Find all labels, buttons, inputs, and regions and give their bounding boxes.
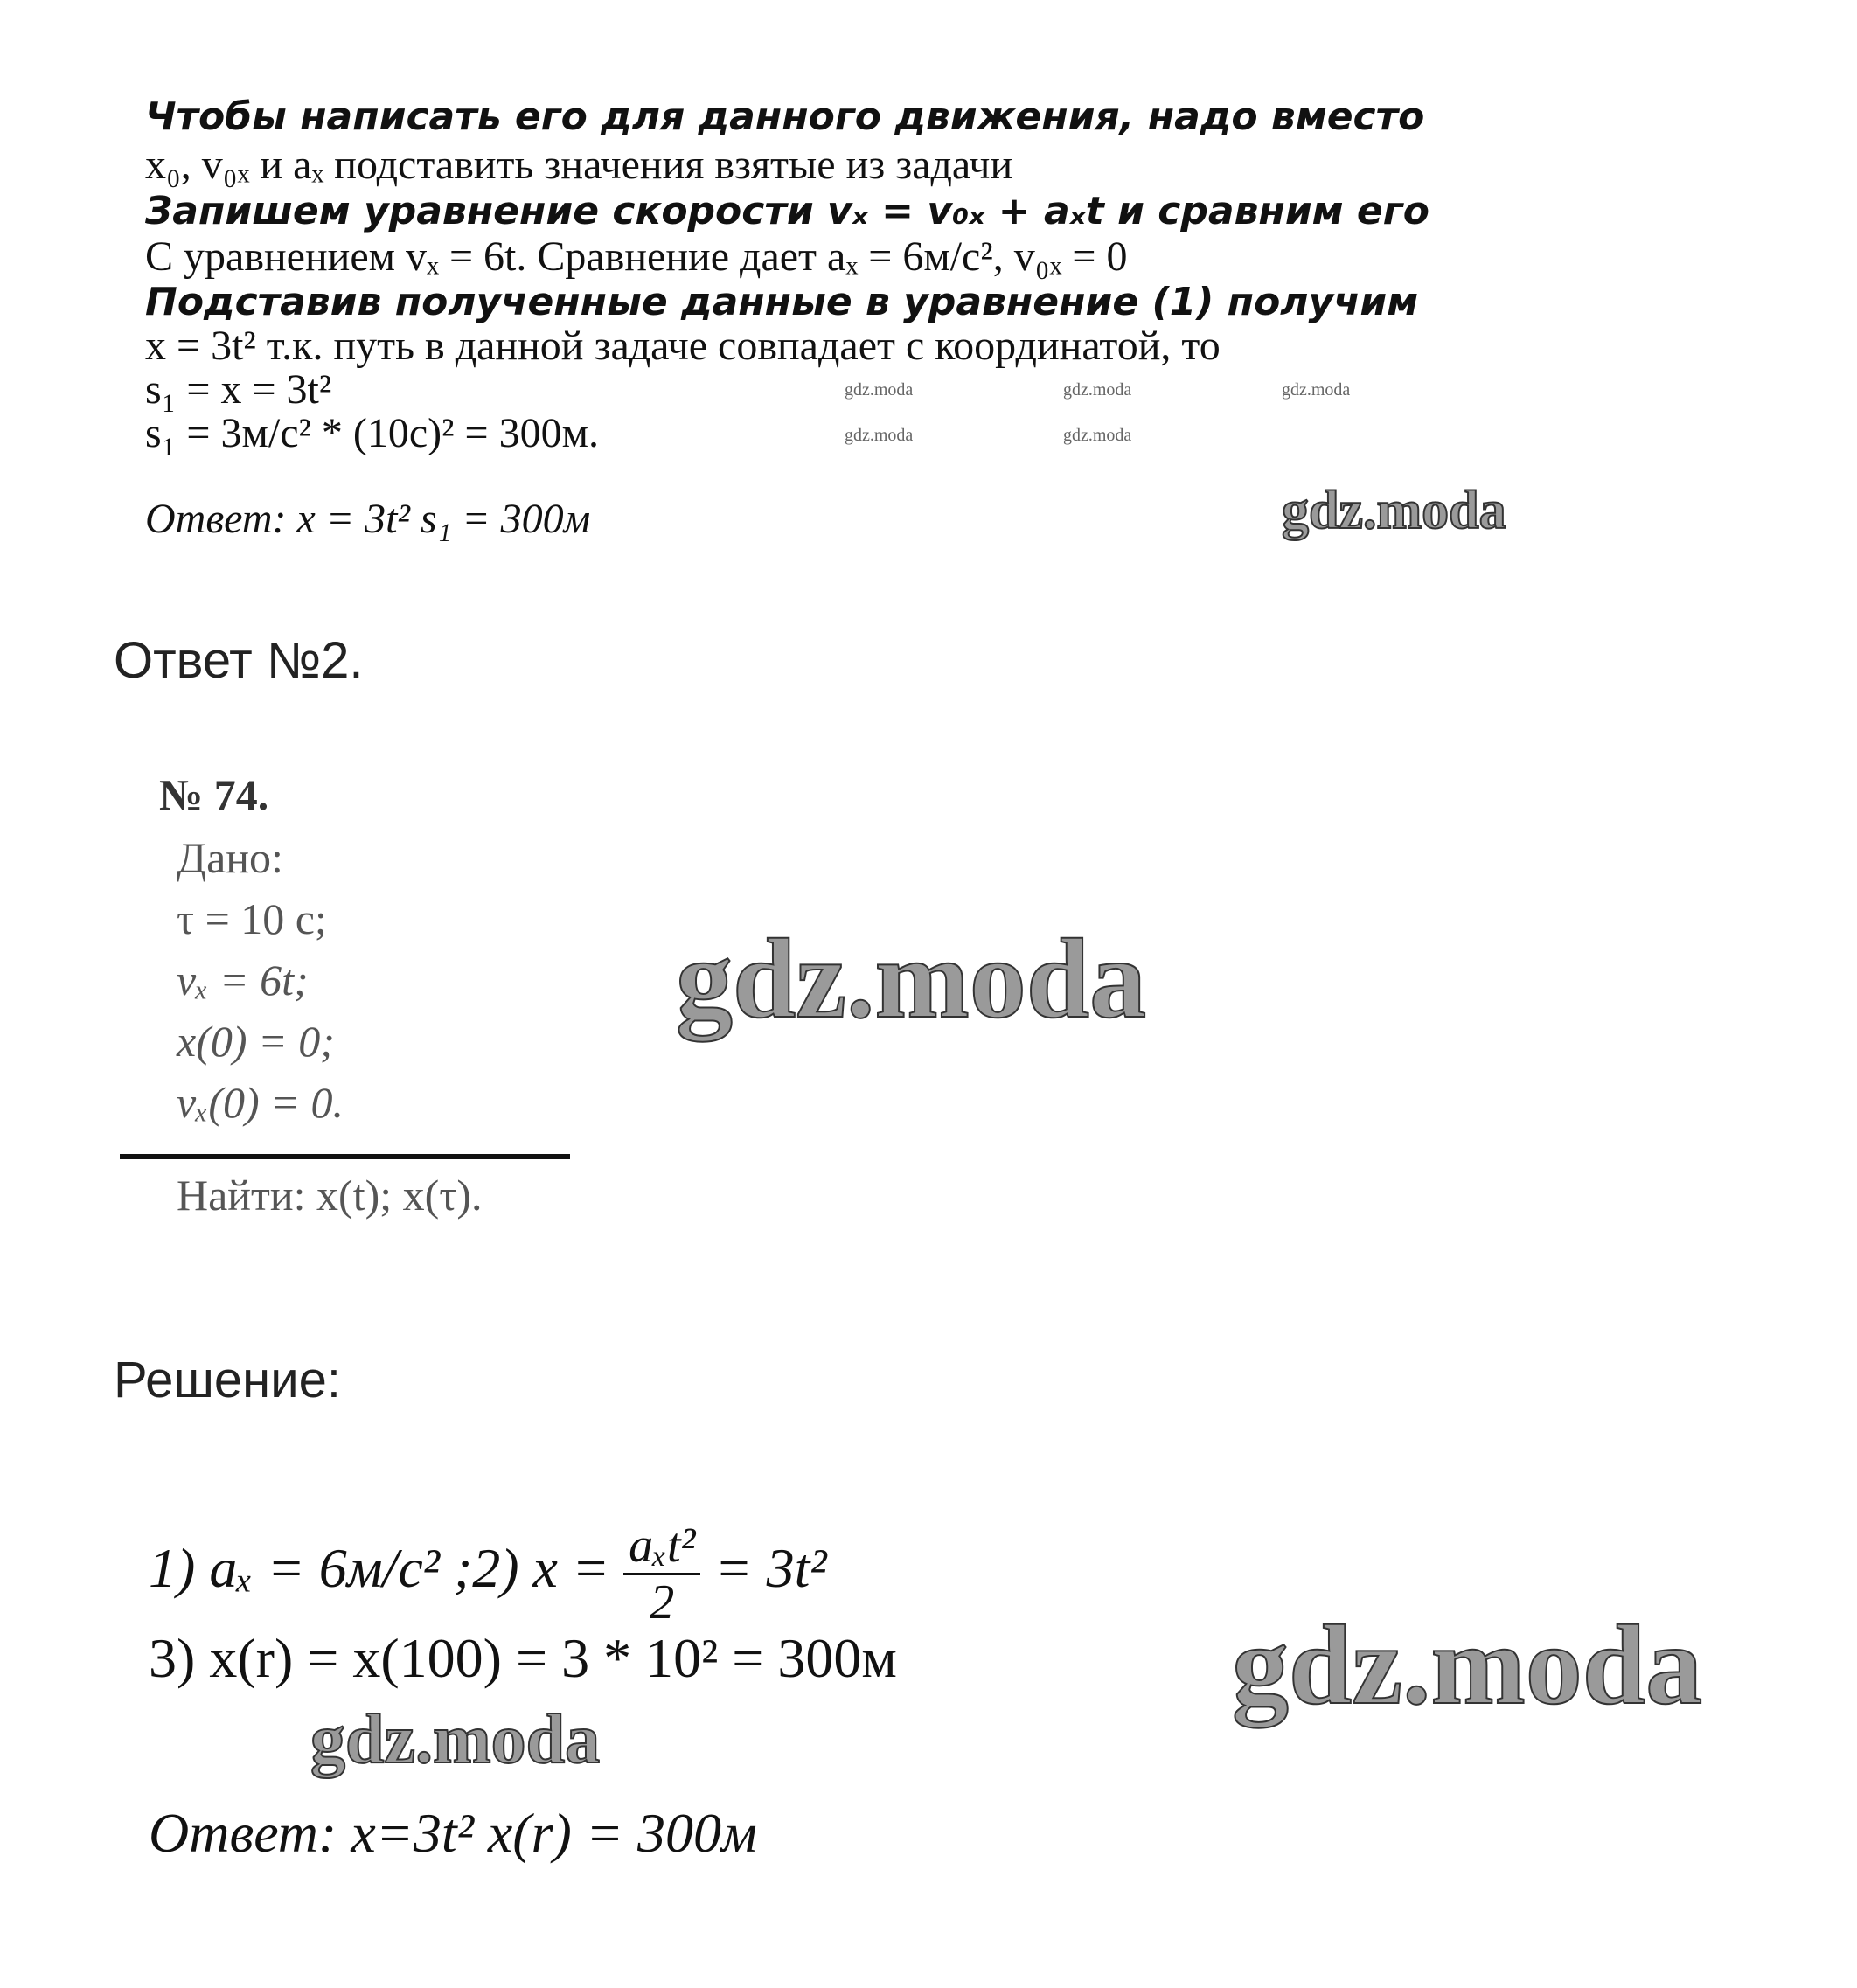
watermark: gdz.moda [676,916,1147,1042]
solution-line: s₁ = 3м/с² * (10с)² = 300м. [145,410,599,456]
watermark-small: gdz.moda [1063,380,1132,400]
given-item: τ = 10 с; [177,894,327,943]
solution-line: x₀, v₀ₓ и aₓ подставить значения взятые из задачи [145,142,1013,188]
fraction: $\frac{\text{aₓt²}}{2}$ [623,1519,700,1630]
problem-scan-image [120,770,574,1233]
answer-heading: Ответ №2. [114,632,364,689]
watermark-small: gdz.moda [845,380,914,400]
divider-line [120,1154,570,1159]
given-label: Дано: [177,833,283,882]
find-label: Найти: x(t); x(τ). [177,1171,483,1220]
solution-image-2 [149,1510,1198,1877]
solution-line: Запишем уравнение скорости vₓ = v₀ₓ + aₓt и сравним его [145,189,1429,233]
watermark-small: gdz.moda [845,426,914,445]
given-item: vₓ = 6t; [177,956,309,1004]
solution-line: Чтобы написать его для данного движения, надо вместо [145,94,1425,139]
given-item: vₓ(0) = 0. [177,1078,344,1127]
solution-line: x = 3t² т.к. путь в данной задаче совпадает с координатой, то [145,323,1221,369]
given-item: x(0) = 0; [177,1017,335,1066]
answer-line: Ответ: x = 3t² s₁ = 300м [145,496,591,542]
solution-line: Подставив полученные данные в уравнение (1) получим [145,280,1419,324]
watermark: gdz.moda [1282,481,1506,540]
problem-number: № 74. [159,770,269,819]
watermark-small: gdz.moda [1282,380,1351,400]
solution-step-3: 3) x(r) = x(100) = 3 * 10² = 300м [149,1627,897,1689]
solution-line: s₁ = x = 3t² [145,366,332,413]
watermark: gdz.moda [1232,1602,1703,1728]
watermark: gdz.moda [310,1701,601,1778]
solution-heading: Решение: [114,1352,341,1408]
watermark-small: gdz.moda [1063,426,1132,445]
solution-answer: Ответ: x=3t² x(r) = 300м [149,1802,757,1864]
solution-image-1 [145,94,1763,549]
solution-line: С уравнением vₓ = 6t. Сравнение дает aₓ = 6м/с², v₀ₓ = 0 [145,233,1128,280]
solution-step-1-2: 1) aₓ = 6м/c² ;2) x = $\frac{\text{aₓt²}}{2}$ = 3t² [149,1519,827,1630]
